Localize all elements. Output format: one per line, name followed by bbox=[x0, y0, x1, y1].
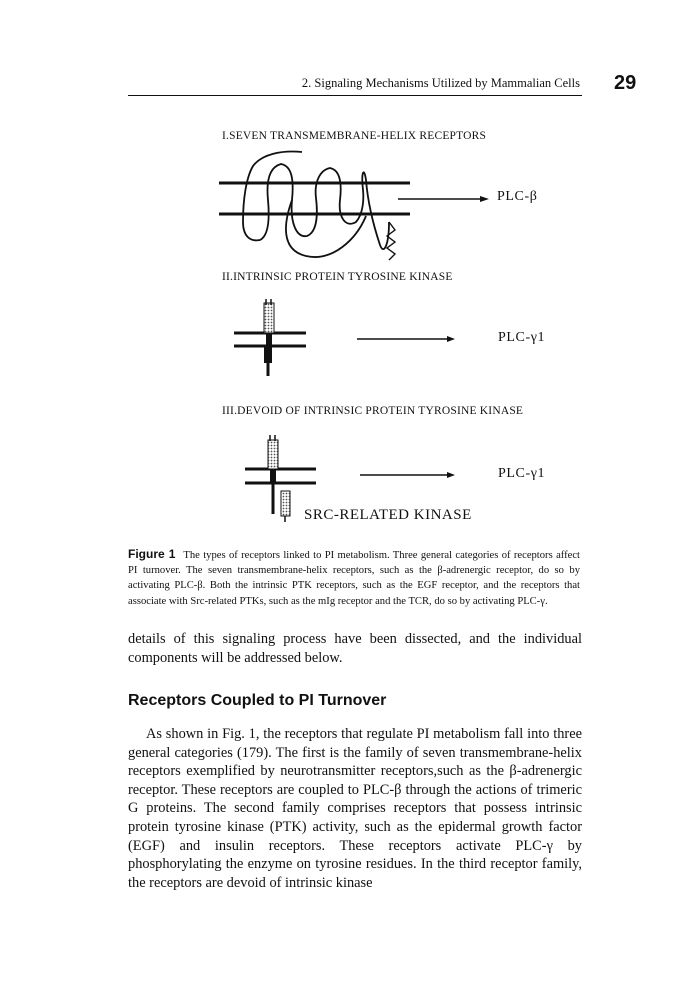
body-paragraph-2: As shown in Fig. 1, the receptors that regulate PI metabolism fall into three general categories (179). The first is the family of seven transmembrane-helix receptors exemplified by neurotransmitter receptors,such as the β-adrenergic receptor. These receptors are coupled to PLC-β through the actions of trimeric G proteins. The second family comprises receptors that possess intrinsic protein tyrosine kinase (PTK) activity, such as the epidermal growth factor (EGF) and insulin receptors. These receptors activate PLC-γ by phosphorylating the enzyme on tyrosine residues. In the third receptor family, the receptors are devoid of intrinsic kinase bbox=[128, 726, 582, 891]
intracellular-loop bbox=[286, 200, 366, 257]
arrow-head bbox=[480, 196, 489, 202]
figure-caption-label: Figure 1 bbox=[128, 547, 176, 561]
arrow-head bbox=[447, 472, 455, 478]
figure-caption-text: The types of receptors linked to PI metabolism. Three general categories of receptors affect PI turnover. The seven transmembrane-helix receptors, such as the β-adrenergic receptor, do so by activating PLC-β. Both the intrinsic PTK receptors, such as the EGF receptor, and the receptors that associate with Src-related PTKs, such as the mIg receptor and the TCR, do so by activating PLC-γ. bbox=[128, 550, 580, 607]
section-heading: Receptors Coupled to PI Turnover bbox=[128, 692, 387, 709]
transmembrane-segment bbox=[270, 470, 276, 482]
kinase-domain bbox=[264, 347, 272, 363]
seven-helix-receptor bbox=[219, 152, 489, 260]
intrinsic-ptk-receptor bbox=[234, 299, 455, 376]
body-paragraph-1: details of this signaling process have been dissected, and the individual components will be addressed below. bbox=[128, 631, 582, 666]
running-head: 2. Signaling Mechanisms Utilized by Mammalian Cells bbox=[301, 76, 580, 90]
plc-gamma1-label: PLC-γ1 bbox=[498, 330, 546, 345]
transmembrane-segment bbox=[266, 334, 272, 345]
src-kinase-label: SRC-RELATED KINASE bbox=[304, 507, 472, 523]
plc-beta-label: PLC-β bbox=[497, 189, 538, 204]
figure-section-1-label: I.SEVEN TRANSMEMBRANE-HELIX RECEPTORS bbox=[222, 130, 487, 142]
extracellular-domain bbox=[268, 440, 278, 469]
plc-gamma1-label-2: PLC-γ1 bbox=[498, 466, 546, 481]
extracellular-domain bbox=[264, 303, 274, 333]
arrow-head bbox=[447, 336, 455, 342]
figure-section-3-label: III.DEVOID OF INTRINSIC PROTEIN TYROSINE KINASE bbox=[222, 405, 524, 417]
page-number: 29 bbox=[614, 72, 637, 94]
receptor-chain bbox=[243, 152, 389, 250]
figure-caption bbox=[128, 547, 580, 609]
src-kinase-block bbox=[281, 491, 290, 516]
figure-section-2-label: II.INTRINSIC PROTEIN TYROSINE KINASE bbox=[222, 271, 453, 283]
